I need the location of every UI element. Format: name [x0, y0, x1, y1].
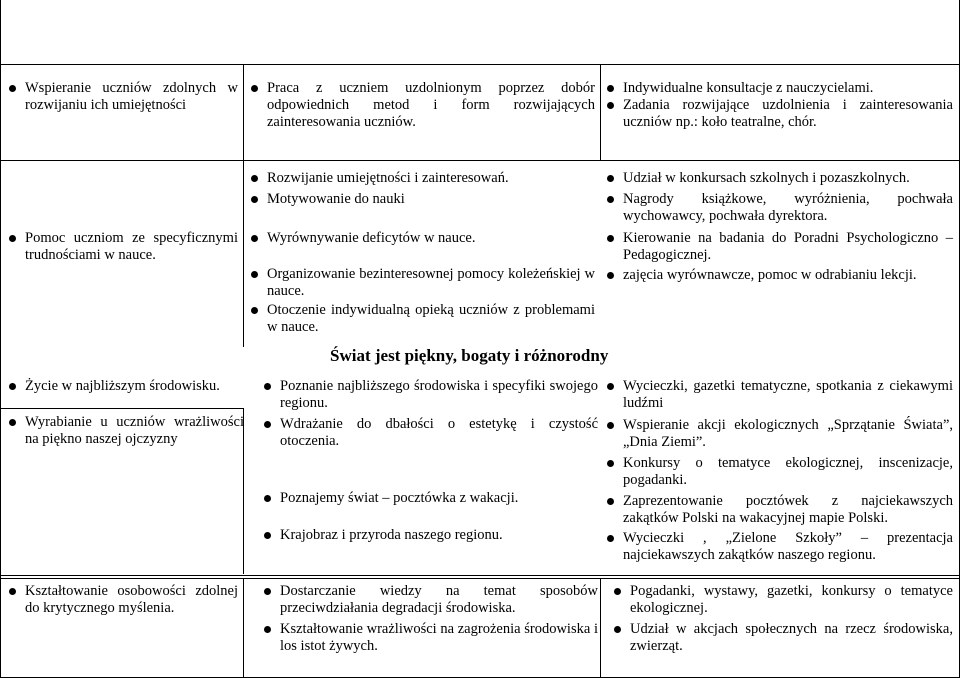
list-item: Praca z uczniem uzdolnionym poprzez dobór odpowiednich metod i form rozwijających zainteresowania uczniów.: [250, 80, 595, 131]
list-item: Wyrównywanie deficytów w nauce.: [250, 230, 595, 247]
list-item: Pogadanki, wystawy, gazetki, konkursy o tematyce ekologicznej.: [613, 583, 953, 617]
bullet-icon: [607, 196, 614, 203]
row2-col1: [8, 230, 238, 264]
list-item: Dostarczanie wiedzy na temat sposobów przeciwdziałania degradacji środowiska.: [263, 583, 598, 617]
bullet-icon: [607, 498, 614, 505]
list-item: Wycieczki , „Zielone Szkoły” – prezentacja najciekawszych zakątków naszego regionu.: [606, 530, 953, 564]
bullet-icon: [607, 460, 614, 467]
bullet-icon: [614, 588, 621, 595]
list-item: Zaprezentowanie pocztówek z najciekawszych zakątków Polski na wakacyjnej mapie Polski.: [606, 493, 953, 527]
column-divider-1c: [243, 578, 244, 678]
bullet-icon: [607, 235, 614, 242]
bullet-icon: [9, 588, 16, 595]
row-divider-3: [0, 575, 960, 576]
bullet-icon: [264, 383, 271, 390]
row2-col3: [606, 170, 953, 284]
list-item: zajęcia wyrównawcze, pomoc w odrabianiu lekcji.: [606, 267, 953, 284]
bullet-icon: [607, 535, 614, 542]
bullet-icon: [614, 626, 621, 633]
row4-col1: [8, 583, 238, 617]
list-item: Pomoc uczniom ze specyficznymi trudnościami w nauce.: [8, 230, 238, 264]
row1-col1: [8, 80, 238, 114]
row4-col3: [613, 583, 953, 655]
list-item: Poznajemy świat – pocztówka z wakacji.: [263, 490, 563, 507]
row3-col2-a: [263, 378, 598, 450]
list-item: Udział w konkursach szkolnych i pozaszkolnych.: [606, 170, 953, 187]
list-item: Wdrażanie do dbałości o estetykę i czystość otoczenia.: [263, 416, 598, 450]
bullet-icon: [607, 175, 614, 182]
bullet-icon: [9, 235, 16, 242]
row1-col3: [606, 80, 953, 131]
list-item: Wspieranie uczniów zdolnych w rozwijaniu ich umiejętności: [8, 80, 238, 114]
list-item: Kształtowanie wrażliwości na zagrożenia środowiska i los istot żywych.: [263, 621, 598, 655]
list-item: Kształtowanie osobowości zdolnej do krytycznego myślenia.: [8, 583, 238, 617]
bullet-icon: [251, 85, 258, 92]
row-divider-1: [0, 160, 960, 161]
list-item: Wspieranie akcji ekologicznych „Sprzątanie Świata”, „Dnia Ziemi”.: [606, 417, 953, 451]
row-divider-3b: [0, 578, 960, 579]
list-item: Otoczenie indywidualną opieką uczniów z problemami w nauce.: [250, 302, 595, 336]
bullet-icon: [264, 588, 271, 595]
list-item: Nagrody książkowe, wyróżnienia, pochwała wychowawcy, pochwała dyrektora.: [606, 191, 953, 225]
row2-col2-a: [250, 170, 595, 208]
list-item: Udział w akcjach społecznych na rzecz środowiska, zwierząt.: [613, 621, 953, 655]
bullet-icon: [9, 85, 16, 92]
bullet-icon: [264, 626, 271, 633]
bullet-icon: [9, 383, 16, 390]
row1-col2: [250, 80, 595, 131]
bullet-icon: [607, 102, 614, 109]
bullet-icon: [9, 419, 16, 426]
list-item: Wycieczki, gazetki tematyczne, spotkania z ciekawymi ludźmi: [606, 378, 953, 412]
bullet-icon: [607, 422, 614, 429]
list-item: Poznanie najbliższego środowiska i specyfiki swojego regionu.: [263, 378, 598, 412]
bullet-icon: [251, 196, 258, 203]
bullet-icon: [264, 421, 271, 428]
bullet-icon: [251, 175, 258, 182]
list-item: Wyrabianie u uczniów wrażliwości na piękno naszej ojczyzny: [8, 414, 244, 448]
list-item: Motywowanie do nauki: [250, 191, 595, 208]
table-border-left: [0, 0, 1, 678]
list-item: Zadania rozwijające uzdolnienia i zainteresowania uczniów np.: koło teatralne, chór.: [606, 97, 953, 131]
list-item: Życie w najbliższym środowisku.: [8, 378, 244, 395]
row4-col2: [263, 583, 598, 655]
list-item: Organizowanie bezinteresownej pomocy koleżeńskiej w nauce.: [250, 266, 595, 300]
row3-col1: [8, 378, 244, 448]
list-item: Indywidualne konsultacje z nauczycielami.: [606, 80, 953, 97]
bullet-icon: [251, 271, 258, 278]
list-item: Kierowanie na badania do Poradni Psychologiczno – Pedagogicznej.: [606, 230, 953, 264]
list-item: Konkursy o tematyce ekologicznej, inscenizacje, pogadanki.: [606, 455, 953, 489]
row-divider-top: [0, 64, 960, 65]
bullet-icon: [607, 272, 614, 279]
bullet-icon: [607, 383, 614, 390]
section-title: Świat jest piękny, bogaty i różnorodny: [330, 346, 609, 365]
bullet-icon: [251, 307, 258, 314]
row2-col2-b: [250, 230, 595, 336]
row3-col2-b: [263, 490, 563, 544]
column-divider-2c: [600, 578, 601, 678]
list-item: Rozwijanie umiejętności i zainteresowań.: [250, 170, 595, 187]
row3-col3: [606, 378, 953, 564]
column-divider-1: [243, 64, 244, 347]
bullet-icon: [264, 495, 271, 502]
bullet-icon: [264, 532, 271, 539]
bullet-icon: [607, 85, 614, 92]
column-divider-2: [600, 64, 601, 160]
list-item: Krajobraz i przyroda naszego regionu.: [263, 527, 563, 544]
bullet-icon: [251, 235, 258, 242]
